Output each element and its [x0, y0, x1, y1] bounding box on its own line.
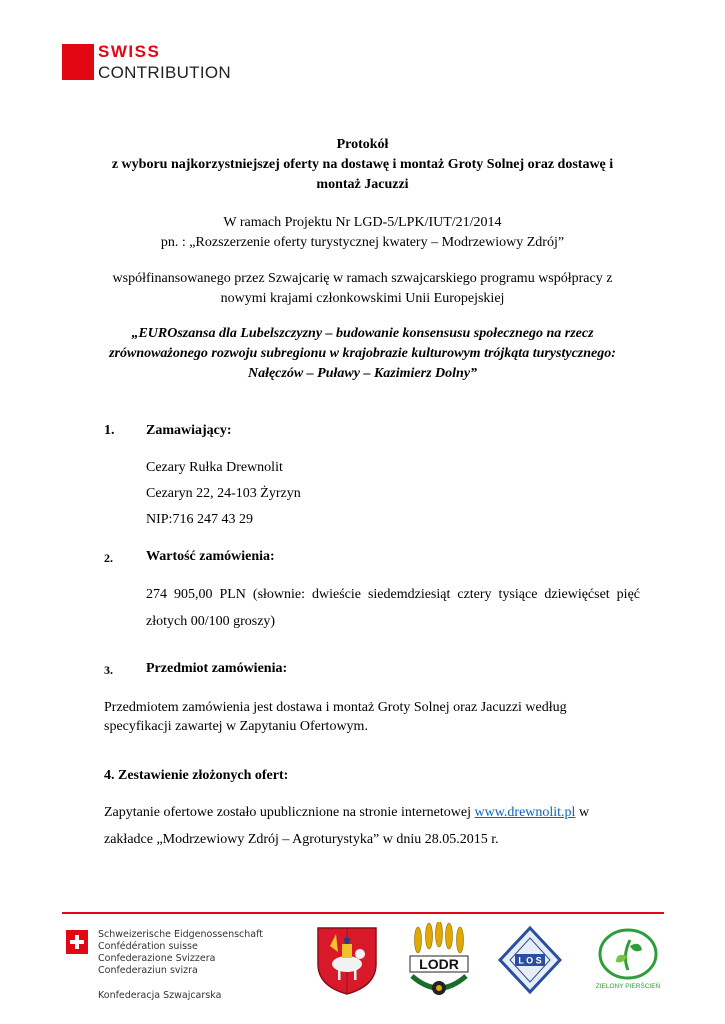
lodr-logo-icon	[404, 922, 474, 998]
zielony-pierscien-logo-icon	[592, 926, 664, 996]
swiss-flag-icon	[66, 930, 88, 954]
logo-contribution-text: CONTRIBUTION	[98, 63, 231, 82]
motto-line-1: „EUROszansa dla Lubelszczyzny – budowanie konsensusu społecznego na rzecz	[131, 326, 594, 341]
cofinance-line-1: współfinansowanego przez Szwajcarię w ramach szwajcarskiego programu współpracy z	[112, 271, 613, 286]
lodr-text: LODR	[419, 956, 459, 972]
section-3-number: 3.	[104, 663, 113, 677]
confed-line-2: Confédération suisse	[98, 941, 198, 952]
drewnolit-link[interactable]: www.drewnolit.pl	[474, 805, 576, 820]
section-4-title: 4. Zestawienie złożonych ofert:	[104, 768, 289, 783]
confed-line-4: Confederaziun svizra	[98, 965, 198, 976]
logo-red-square	[62, 44, 94, 80]
project-line-1: W ramach Projektu Nr LGD-5/LPK/IUT/21/2014	[223, 215, 502, 230]
logo-swiss-text: SWISS	[98, 42, 161, 61]
publication-text-pre: Zapytanie ofertowe zostało upublicznione na stronie internetowej	[104, 805, 475, 820]
section-1-number: 1.	[104, 423, 115, 438]
los-logo-icon	[498, 926, 562, 994]
project-block	[80, 213, 645, 253]
publication-line-1	[104, 803, 589, 823]
section-2-title: Wartość zamówienia:	[146, 549, 275, 564]
subject-line-1: Przedmiotem zamówienia jest dostawa i montaż Groty Solnej oraz Jacuzzi według	[104, 700, 567, 715]
order-value-line-1: 274 905,00 PLN (słownie: dwieście siedemdziesiąt cztery tysiące dziewięćset pięć	[146, 587, 640, 602]
section-1-title: Zamawiający:	[146, 423, 232, 438]
motto-block	[80, 324, 645, 384]
title-line-1: Protokół	[336, 137, 389, 152]
footer-divider	[62, 912, 664, 914]
konfederacja-text: Konfederacja Szwajcarska	[98, 990, 222, 1001]
cofinance-block	[80, 269, 645, 309]
section-3-title: Przedmiot zamówienia:	[146, 661, 288, 676]
publication-text-post: w	[575, 805, 590, 820]
confed-line-1: Schweizerische Eidgenossenschaft	[98, 929, 264, 940]
confed-line-3: Confederazione Svizzera	[98, 953, 216, 964]
doc-title	[80, 135, 645, 195]
title-line-3: montaż Jacuzzi	[316, 177, 409, 192]
zielony-pierscien-text: ZIELONY PIERŚCIEŃ	[595, 983, 661, 990]
orderer-name: Cezary Rułka Drewnolit	[146, 460, 283, 475]
subject-line-2: specyfikacji zawartej w Zapytaniu Ofertowym.	[104, 719, 368, 734]
section-2-number: 2.	[104, 551, 113, 565]
cofinance-line-2: nowymi krajami członkowskimi Unii Europejskiej	[220, 291, 505, 306]
project-line-2: pn. : „Rozszerzenie oferty turystycznej kwatery – Modrzewiowy Zdrój”	[160, 235, 565, 250]
title-line-2: z wyboru najkorzystniejszej oferty na dostawę i montaż Groty Solnej oraz dostawę i	[111, 157, 614, 172]
los-text: L O S	[518, 955, 542, 966]
publication-line-2: zakładce „Modrzewiowy Zdrój – Agroturystyka” w dniu 28.05.2015 r.	[104, 832, 499, 847]
lubelskie-crest-icon	[316, 924, 378, 996]
motto-line-3: Nałęczów – Puławy – Kazimierz Dolny”	[247, 366, 478, 381]
orderer-address: Cezaryn 22, 24-103 Żyrzyn	[146, 486, 301, 501]
motto-line-2: zrównoważonego rozwoju subregionu w krajobrazie kulturowym trójkąta turystycznego:	[109, 346, 616, 361]
orderer-nip: NIP:716 247 43 29	[146, 512, 253, 527]
order-value-line-2: złotych 00/100 groszy)	[146, 614, 276, 629]
